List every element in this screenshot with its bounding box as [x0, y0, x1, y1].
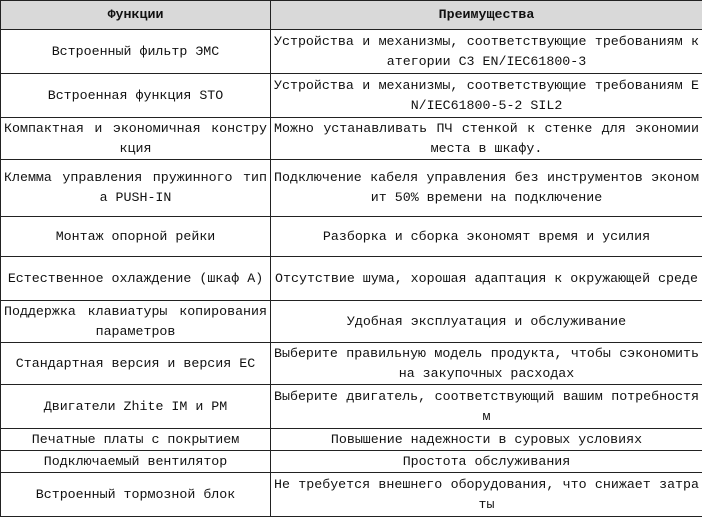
table-row [1, 217, 702, 257]
feature-cell: Клемма управления пружинного типа PUSH-IN [1, 160, 271, 217]
feature-cell: Стандартная версия и версия EC [1, 343, 271, 385]
advantage-cell: Устройства и механизмы, соответствующие требованиям категории C3 EN/IEC61800-3 [271, 30, 702, 74]
feature-cell: Компактная и экономичная конструкция [1, 118, 271, 160]
feature-cell: Подключаемый вентилятор [1, 451, 271, 473]
feature-cell: Печатные платы с покрытием [1, 429, 271, 451]
table-row [1, 301, 702, 343]
table-row [1, 451, 702, 473]
table-row [1, 74, 702, 118]
table-row [1, 118, 702, 160]
feature-cell: Монтаж опорной рейки [1, 217, 271, 257]
table-row [1, 30, 702, 74]
table-row [1, 257, 702, 301]
advantage-cell: Удобная эксплуатация и обслуживание [271, 301, 702, 343]
feature-cell: Встроенный тормозной блок [1, 473, 271, 517]
table-row [1, 473, 702, 517]
advantage-cell: Подключение кабеля управления без инструментов экономит 50% времени на подключение [271, 160, 702, 217]
feature-cell: Встроенная функция STO [1, 74, 271, 118]
advantage-cell: Устройства и механизмы, соответствующие требованиям EN/IEC61800-5-2 SIL2 [271, 74, 702, 118]
table-row [1, 385, 702, 429]
advantage-cell: Простота обслуживания [271, 451, 702, 473]
advantage-cell: Выберите двигатель, соответствующий вашим потребностям [271, 385, 702, 429]
advantage-cell: Разборка и сборка экономят время и усилия [271, 217, 702, 257]
advantages-header: Преимущества [271, 1, 702, 30]
feature-cell: Двигатели Zhite IM и PM [1, 385, 271, 429]
advantage-cell: Можно устанавливать ПЧ стенкой к стенке для экономии места в шкафу. [271, 118, 702, 160]
table-row [1, 160, 702, 217]
feature-cell: Встроенный фильтр ЭМС [1, 30, 271, 74]
advantage-cell: Выберите правильную модель продукта, чтобы сэкономить на закупочных расходах [271, 343, 702, 385]
advantage-cell: Отсутствие шума, хорошая адаптация к окружающей среде [271, 257, 702, 301]
table-row [1, 429, 702, 451]
features-header: Функции [1, 1, 271, 30]
feature-cell: Естественное охлаждение (шкаф А) [1, 257, 271, 301]
table-row [1, 343, 702, 385]
header-row [1, 1, 702, 30]
advantage-cell: Не требуется внешнего оборудования, что снижает затраты [271, 473, 702, 517]
feature-cell: Поддержка клавиатуры копирования параметров [1, 301, 271, 343]
advantage-cell: Повышение надежности в суровых условиях [271, 429, 702, 451]
